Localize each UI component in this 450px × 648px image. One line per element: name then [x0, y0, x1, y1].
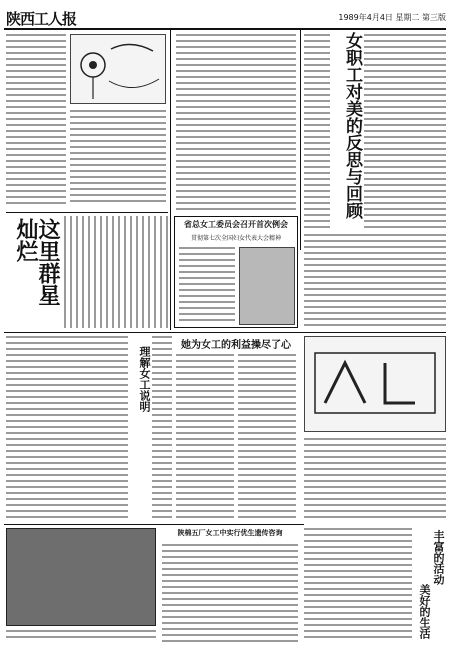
left-middle-vertical-heading: 理解女工说明	[138, 346, 151, 412]
activities-headline-a: 丰富的活动	[432, 530, 445, 585]
genetic-counseling-text	[162, 544, 298, 642]
meeting-photo	[239, 247, 295, 325]
meeting-article-box	[174, 216, 298, 328]
meeting-headline: 省总女工委员会召开首次例会	[184, 220, 288, 229]
beauty-text-left	[304, 34, 330, 228]
feature-text	[304, 438, 446, 522]
middle-text-left	[176, 354, 234, 520]
feature-artwork	[304, 336, 446, 432]
middle-text-right	[238, 354, 296, 520]
meeting-subheadline: 贯彻第七次全国妇女代表大会精神	[190, 235, 281, 242]
genetic-counseling-headline: 陕棉五厂女工中实行优生遗传咨询	[177, 529, 283, 537]
stars-text	[64, 216, 168, 328]
beauty-text-lower	[304, 234, 446, 330]
center-top-text	[176, 34, 296, 212]
column-divider-right	[300, 30, 301, 250]
left-middle-side-text	[152, 336, 172, 522]
article-text-block	[70, 110, 166, 206]
activities-text	[304, 528, 412, 642]
decorative-lettering-icon	[305, 337, 445, 431]
header-rule	[4, 28, 446, 30]
article-text-column	[6, 34, 66, 206]
middle-headline: 她为女工的利益操尽了心	[181, 340, 291, 351]
masthead-title: 陕西工人报	[6, 10, 77, 28]
meeting-text	[179, 247, 235, 325]
column-divider-left	[170, 30, 171, 330]
beauty-headline: 女职工对美的反思与回顾	[342, 32, 362, 219]
section-divider-mid	[4, 332, 446, 333]
left-middle-text	[6, 336, 128, 522]
flower-illustration	[71, 35, 165, 103]
left-inner-rule	[6, 212, 168, 213]
workers-photo	[6, 528, 156, 626]
dateline: 1989年4月4日 星期二 第三版	[338, 13, 446, 22]
beauty-text-right	[364, 34, 446, 228]
section-divider-bottom	[4, 524, 304, 525]
illustration-panel	[70, 34, 166, 104]
workers-photo-caption	[6, 630, 156, 642]
stars-headline: 这里群星灿烂	[13, 218, 60, 306]
activities-headline-b: 美好的生活	[418, 584, 431, 639]
